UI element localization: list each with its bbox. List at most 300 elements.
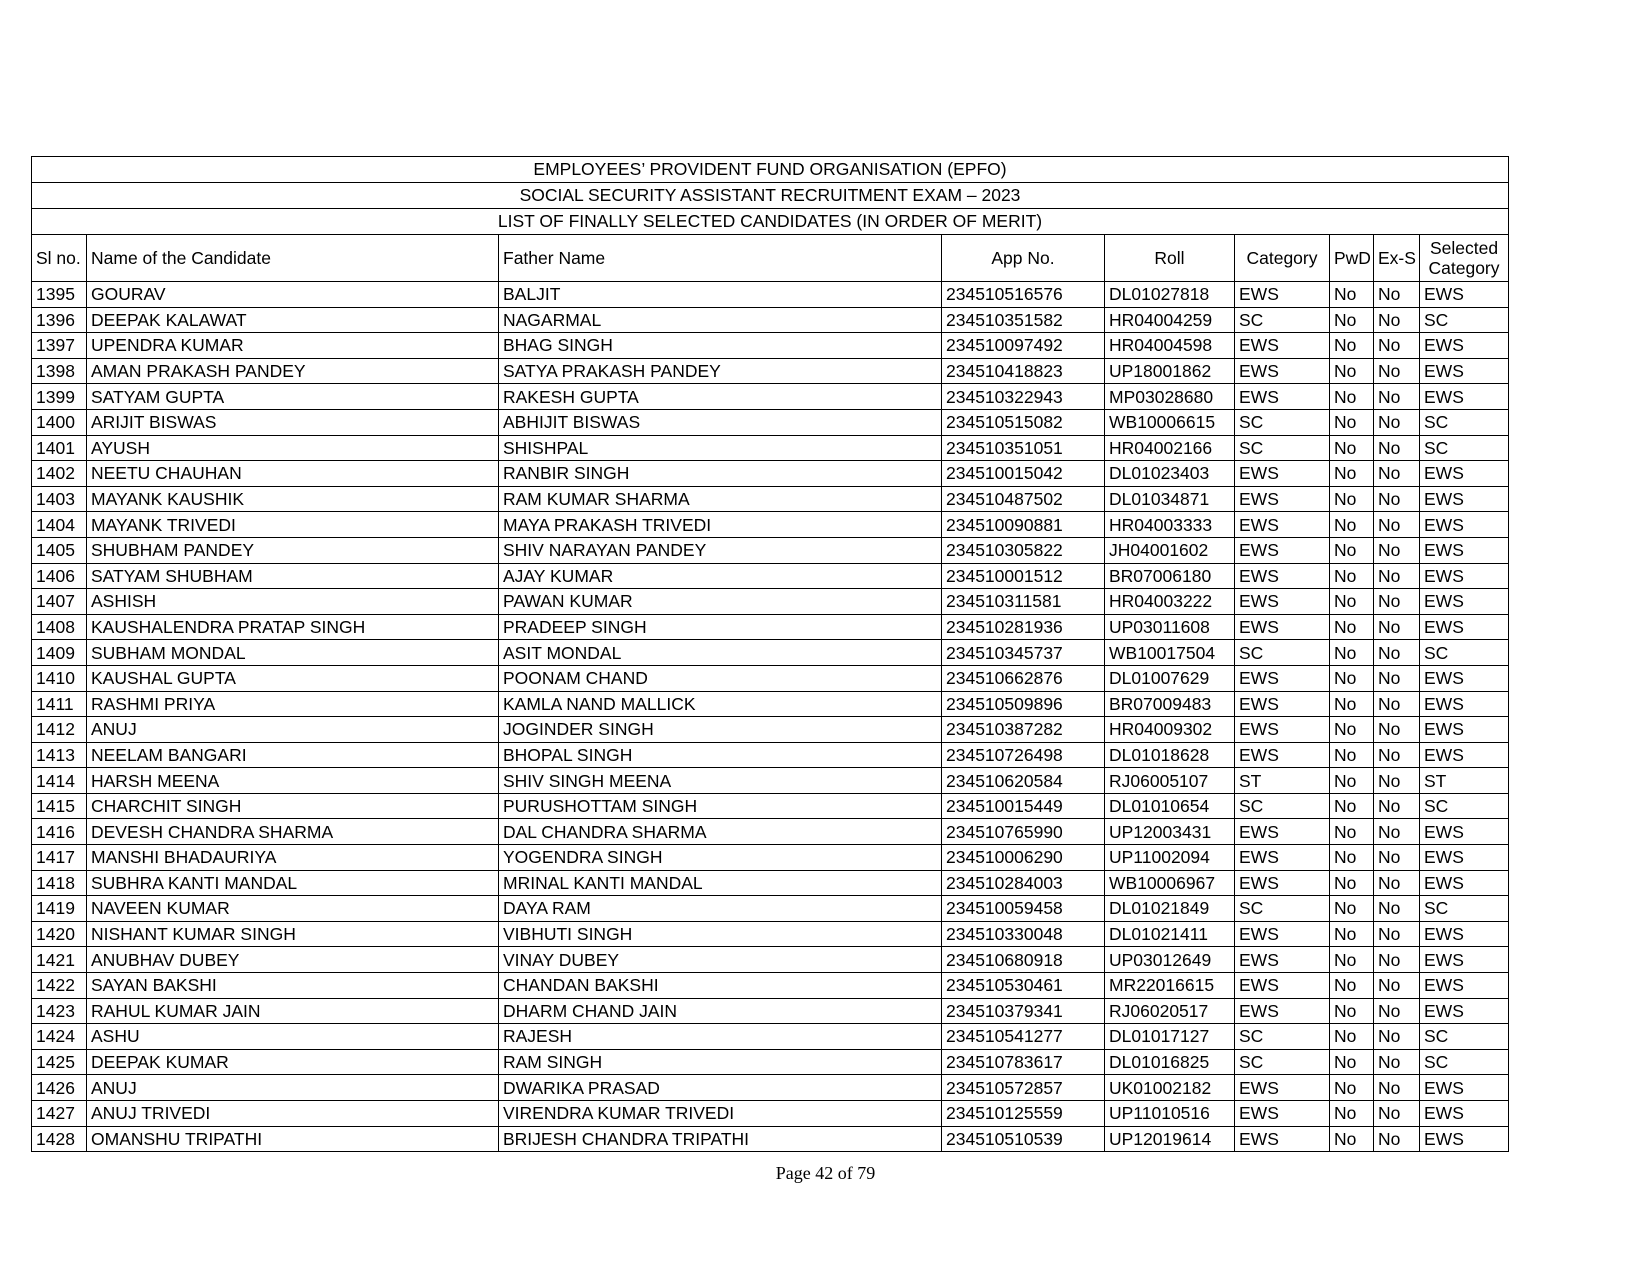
cell-father-name: MAYA PRAKASH TRIVEDI (499, 512, 942, 538)
cell-pwd: No (1330, 435, 1374, 461)
cell-pwd: No (1330, 409, 1374, 435)
cell-category: EWS (1235, 973, 1330, 999)
cell-ex-s: No (1374, 537, 1420, 563)
page-footer: Page 42 of 79 (775, 1163, 876, 1183)
cell-roll: DL01007629 (1105, 665, 1235, 691)
cell-category: EWS (1235, 358, 1330, 384)
cell-sl-no: 1427 (32, 1101, 87, 1127)
cell-candidate-name: DEEPAK KALAWAT (87, 307, 499, 333)
cell-ex-s: No (1374, 1126, 1420, 1152)
table-row (32, 819, 1509, 845)
cell-father-name: RAM KUMAR SHARMA (499, 486, 942, 512)
cell-candidate-name: NAVEEN KUMAR (87, 896, 499, 922)
cell-roll: UK01002182 (1105, 1075, 1235, 1101)
table-row (32, 307, 1509, 333)
cell-sl-no: 1398 (32, 358, 87, 384)
cell-sl-no: 1411 (32, 691, 87, 717)
cell-ex-s: No (1374, 589, 1420, 615)
cell-category: EWS (1235, 537, 1330, 563)
cell-candidate-name: KAUSHAL GUPTA (87, 665, 499, 691)
cell-app-no: 234510509896 (942, 691, 1105, 717)
cell-candidate-name: SUBHRA KANTI MANDAL (87, 870, 499, 896)
cell-selected-category: SC (1420, 1049, 1509, 1075)
cell-selected-category: EWS (1420, 563, 1509, 589)
cell-ex-s: No (1374, 282, 1420, 308)
cell-app-no: 234510515082 (942, 409, 1105, 435)
cell-ex-s: No (1374, 435, 1420, 461)
table-row (32, 563, 1509, 589)
cell-category: EWS (1235, 717, 1330, 743)
cell-candidate-name: ANUJ TRIVEDI (87, 1101, 499, 1127)
column-header-sl-no: Sl no. (32, 235, 87, 282)
cell-pwd: No (1330, 793, 1374, 819)
table-row (32, 333, 1509, 359)
cell-pwd: No (1330, 998, 1374, 1024)
cell-ex-s: No (1374, 333, 1420, 359)
cell-category: EWS (1235, 282, 1330, 308)
cell-app-no: 234510765990 (942, 819, 1105, 845)
cell-sl-no: 1397 (32, 333, 87, 359)
cell-candidate-name: SATYAM GUPTA (87, 384, 499, 410)
cell-category: ST (1235, 768, 1330, 794)
table-row (32, 384, 1509, 410)
cell-candidate-name: SATYAM SHUBHAM (87, 563, 499, 589)
cell-father-name: SHIV NARAYAN PANDEY (499, 537, 942, 563)
cell-roll: DL01021849 (1105, 896, 1235, 922)
cell-app-no: 234510487502 (942, 486, 1105, 512)
table-row (32, 947, 1509, 973)
cell-candidate-name: NEETU CHAUHAN (87, 461, 499, 487)
cell-category: EWS (1235, 921, 1330, 947)
cell-father-name: YOGENDRA SINGH (499, 845, 942, 871)
cell-pwd: No (1330, 845, 1374, 871)
cell-roll: HR04002166 (1105, 435, 1235, 461)
cell-selected-category: EWS (1420, 537, 1509, 563)
cell-candidate-name: RASHMI PRIYA (87, 691, 499, 717)
cell-sl-no: 1428 (32, 1126, 87, 1152)
cell-category: SC (1235, 409, 1330, 435)
cell-sl-no: 1402 (32, 461, 87, 487)
table-row (32, 1101, 1509, 1127)
cell-ex-s: No (1374, 307, 1420, 333)
cell-selected-category: ST (1420, 768, 1509, 794)
cell-father-name: DAL CHANDRA SHARMA (499, 819, 942, 845)
cell-father-name: RAKESH GUPTA (499, 384, 942, 410)
cell-sl-no: 1412 (32, 717, 87, 743)
cell-pwd: No (1330, 819, 1374, 845)
cell-selected-category: EWS (1420, 486, 1509, 512)
cell-pwd: No (1330, 358, 1374, 384)
table-row (32, 1126, 1509, 1152)
cell-roll: MP03028680 (1105, 384, 1235, 410)
cell-roll: HR04009302 (1105, 717, 1235, 743)
table-row (32, 358, 1509, 384)
cell-roll: WB10006967 (1105, 870, 1235, 896)
cell-selected-category: SC (1420, 307, 1509, 333)
column-header-ex-s: Ex-S (1374, 235, 1420, 282)
cell-roll: DL01034871 (1105, 486, 1235, 512)
cell-sl-no: 1421 (32, 947, 87, 973)
table-row (32, 640, 1509, 666)
cell-selected-category: EWS (1420, 742, 1509, 768)
cell-app-no: 234510726498 (942, 742, 1105, 768)
cell-roll: DL01023403 (1105, 461, 1235, 487)
cell-ex-s: No (1374, 742, 1420, 768)
cell-selected-category: EWS (1420, 973, 1509, 999)
cell-sl-no: 1424 (32, 1024, 87, 1050)
cell-category: EWS (1235, 870, 1330, 896)
cell-pwd: No (1330, 1075, 1374, 1101)
cell-candidate-name: DEVESH CHANDRA SHARMA (87, 819, 499, 845)
cell-app-no: 234510090881 (942, 512, 1105, 538)
cell-selected-category: EWS (1420, 282, 1509, 308)
column-header-roll: Roll (1105, 235, 1235, 282)
cell-father-name: AJAY KUMAR (499, 563, 942, 589)
cell-app-no: 234510311581 (942, 589, 1105, 615)
cell-ex-s: No (1374, 768, 1420, 794)
cell-ex-s: No (1374, 793, 1420, 819)
column-header-row (32, 235, 1509, 282)
cell-candidate-name: HARSH MEENA (87, 768, 499, 794)
table-row (32, 1024, 1509, 1050)
cell-selected-category: EWS (1420, 333, 1509, 359)
exam-title: SOCIAL SECURITY ASSISTANT RECRUITMENT EXAM – 2023 (32, 183, 1509, 209)
cell-selected-category: EWS (1420, 358, 1509, 384)
cell-candidate-name: ASHU (87, 1024, 499, 1050)
table-row (32, 512, 1509, 538)
table-row (32, 1075, 1509, 1101)
cell-roll: UP18001862 (1105, 358, 1235, 384)
cell-app-no: 234510305822 (942, 537, 1105, 563)
cell-candidate-name: GOURAV (87, 282, 499, 308)
cell-pwd: No (1330, 896, 1374, 922)
merit-list-table (31, 156, 1509, 1152)
cell-roll: UP12003431 (1105, 819, 1235, 845)
table-row (32, 742, 1509, 768)
cell-father-name: ABHIJIT BISWAS (499, 409, 942, 435)
cell-category: SC (1235, 793, 1330, 819)
cell-pwd: No (1330, 1024, 1374, 1050)
cell-candidate-name: UPENDRA KUMAR (87, 333, 499, 359)
cell-selected-category: SC (1420, 640, 1509, 666)
cell-category: SC (1235, 1049, 1330, 1075)
cell-father-name: BRIJESH CHANDRA TRIPATHI (499, 1126, 942, 1152)
cell-sl-no: 1426 (32, 1075, 87, 1101)
cell-category: EWS (1235, 1075, 1330, 1101)
cell-pwd: No (1330, 589, 1374, 615)
cell-sl-no: 1425 (32, 1049, 87, 1075)
cell-roll: DL01016825 (1105, 1049, 1235, 1075)
cell-pwd: No (1330, 537, 1374, 563)
cell-selected-category: SC (1420, 409, 1509, 435)
cell-ex-s: No (1374, 717, 1420, 743)
cell-pwd: No (1330, 665, 1374, 691)
cell-app-no: 234510620584 (942, 768, 1105, 794)
cell-sl-no: 1423 (32, 998, 87, 1024)
cell-category: EWS (1235, 947, 1330, 973)
table-row (32, 1049, 1509, 1075)
cell-pwd: No (1330, 947, 1374, 973)
cell-father-name: ASIT MONDAL (499, 640, 942, 666)
cell-sl-no: 1410 (32, 665, 87, 691)
cell-category: EWS (1235, 333, 1330, 359)
cell-candidate-name: ANUJ (87, 717, 499, 743)
cell-sl-no: 1419 (32, 896, 87, 922)
cell-candidate-name: MAYANK KAUSHIK (87, 486, 499, 512)
cell-sl-no: 1420 (32, 921, 87, 947)
cell-father-name: PURUSHOTTAM SINGH (499, 793, 942, 819)
cell-father-name: DWARIKA PRASAD (499, 1075, 942, 1101)
list-title-row (32, 209, 1509, 235)
cell-roll: MR22016615 (1105, 973, 1235, 999)
cell-father-name: VIBHUTI SINGH (499, 921, 942, 947)
table-row (32, 537, 1509, 563)
cell-ex-s: No (1374, 896, 1420, 922)
cell-roll: BR07009483 (1105, 691, 1235, 717)
cell-ex-s: No (1374, 512, 1420, 538)
cell-sl-no: 1403 (32, 486, 87, 512)
cell-roll: DL01017127 (1105, 1024, 1235, 1050)
cell-category: EWS (1235, 1101, 1330, 1127)
cell-category: SC (1235, 307, 1330, 333)
cell-father-name: BHAG SINGH (499, 333, 942, 359)
cell-candidate-name: DEEPAK KUMAR (87, 1049, 499, 1075)
cell-ex-s: No (1374, 947, 1420, 973)
table-row (32, 793, 1509, 819)
column-header-category: Category (1235, 235, 1330, 282)
column-header-name: Name of the Candidate (87, 235, 499, 282)
table-row (32, 896, 1509, 922)
cell-roll: WB10017504 (1105, 640, 1235, 666)
cell-selected-category: SC (1420, 1024, 1509, 1050)
cell-app-no: 234510680918 (942, 947, 1105, 973)
cell-father-name: BALJIT (499, 282, 942, 308)
cell-candidate-name: MANSHI BHADAURIYA (87, 845, 499, 871)
cell-pwd: No (1330, 563, 1374, 589)
column-header-app-no: App No. (942, 235, 1105, 282)
cell-roll: HR04004259 (1105, 307, 1235, 333)
column-header-father-name: Father Name (499, 235, 942, 282)
table-row (32, 691, 1509, 717)
cell-selected-category: EWS (1420, 870, 1509, 896)
cell-app-no: 234510001512 (942, 563, 1105, 589)
cell-selected-category: EWS (1420, 614, 1509, 640)
table-row (32, 768, 1509, 794)
cell-app-no: 234510281936 (942, 614, 1105, 640)
cell-roll: UP11002094 (1105, 845, 1235, 871)
cell-pwd: No (1330, 691, 1374, 717)
cell-father-name: VINAY DUBEY (499, 947, 942, 973)
cell-pwd: No (1330, 307, 1374, 333)
cell-category: EWS (1235, 384, 1330, 410)
org-title-row (32, 157, 1509, 183)
cell-selected-category: EWS (1420, 589, 1509, 615)
cell-pwd: No (1330, 512, 1374, 538)
cell-roll: WB10006615 (1105, 409, 1235, 435)
cell-category: SC (1235, 1024, 1330, 1050)
cell-app-no: 234510322943 (942, 384, 1105, 410)
cell-candidate-name: AMAN PRAKASH PANDEY (87, 358, 499, 384)
cell-roll: UP03011608 (1105, 614, 1235, 640)
cell-father-name: RAM SINGH (499, 1049, 942, 1075)
cell-app-no: 234510572857 (942, 1075, 1105, 1101)
cell-pwd: No (1330, 1126, 1374, 1152)
cell-app-no: 234510530461 (942, 973, 1105, 999)
cell-sl-no: 1395 (32, 282, 87, 308)
cell-pwd: No (1330, 333, 1374, 359)
cell-app-no: 234510387282 (942, 717, 1105, 743)
cell-roll: UP03012649 (1105, 947, 1235, 973)
cell-pwd: No (1330, 614, 1374, 640)
cell-category: EWS (1235, 512, 1330, 538)
cell-ex-s: No (1374, 563, 1420, 589)
cell-app-no: 234510516576 (942, 282, 1105, 308)
cell-candidate-name: ARIJIT BISWAS (87, 409, 499, 435)
cell-ex-s: No (1374, 870, 1420, 896)
cell-ex-s: No (1374, 1024, 1420, 1050)
cell-candidate-name: MAYANK TRIVEDI (87, 512, 499, 538)
cell-candidate-name: AYUSH (87, 435, 499, 461)
column-header-selected-category (1420, 235, 1509, 282)
column-header-pwd: PwD (1330, 235, 1374, 282)
cell-ex-s: No (1374, 819, 1420, 845)
cell-sl-no: 1417 (32, 845, 87, 871)
cell-candidate-name: NISHANT KUMAR SINGH (87, 921, 499, 947)
cell-selected-category: EWS (1420, 819, 1509, 845)
selected-category-line1: Selected (1429, 237, 1499, 258)
cell-app-no: 234510662876 (942, 665, 1105, 691)
cell-ex-s: No (1374, 358, 1420, 384)
cell-sl-no: 1409 (32, 640, 87, 666)
cell-ex-s: No (1374, 998, 1420, 1024)
cell-category: SC (1235, 640, 1330, 666)
cell-category: EWS (1235, 998, 1330, 1024)
cell-father-name: SATYA PRAKASH PANDEY (499, 358, 942, 384)
cell-roll: RJ06005107 (1105, 768, 1235, 794)
cell-app-no: 234510510539 (942, 1126, 1105, 1152)
cell-app-no: 234510351051 (942, 435, 1105, 461)
cell-father-name: PAWAN KUMAR (499, 589, 942, 615)
cell-candidate-name: OMANSHU TRIPATHI (87, 1126, 499, 1152)
cell-pwd: No (1330, 717, 1374, 743)
cell-category: EWS (1235, 461, 1330, 487)
cell-app-no: 234510345737 (942, 640, 1105, 666)
cell-app-no: 234510783617 (942, 1049, 1105, 1075)
cell-sl-no: 1396 (32, 307, 87, 333)
cell-pwd: No (1330, 1049, 1374, 1075)
cell-pwd: No (1330, 384, 1374, 410)
table-row (32, 717, 1509, 743)
cell-selected-category: EWS (1420, 691, 1509, 717)
cell-selected-category: EWS (1420, 717, 1509, 743)
cell-app-no: 234510059458 (942, 896, 1105, 922)
table-row (32, 998, 1509, 1024)
list-title: LIST OF FINALLY SELECTED CANDIDATES (IN ORDER OF MERIT) (32, 209, 1509, 235)
cell-ex-s: No (1374, 665, 1420, 691)
cell-app-no: 234510015042 (942, 461, 1105, 487)
merit-list-body (32, 157, 1509, 1152)
cell-candidate-name: CHARCHIT SINGH (87, 793, 499, 819)
cell-father-name: KAMLA NAND MALLICK (499, 691, 942, 717)
cell-ex-s: No (1374, 973, 1420, 999)
cell-pwd: No (1330, 921, 1374, 947)
cell-pwd: No (1330, 870, 1374, 896)
cell-pwd: No (1330, 742, 1374, 768)
cell-ex-s: No (1374, 640, 1420, 666)
cell-father-name: BHOPAL SINGH (499, 742, 942, 768)
cell-father-name: SHIV SINGH MEENA (499, 768, 942, 794)
cell-candidate-name: ASHISH (87, 589, 499, 615)
cell-father-name: RANBIR SINGH (499, 461, 942, 487)
cell-selected-category: EWS (1420, 921, 1509, 947)
merit-list-table-wrapper (31, 156, 1500, 1152)
cell-app-no: 234510015449 (942, 793, 1105, 819)
cell-sl-no: 1400 (32, 409, 87, 435)
cell-father-name: DAYA RAM (499, 896, 942, 922)
cell-father-name: DHARM CHAND JAIN (499, 998, 942, 1024)
cell-app-no: 234510351582 (942, 307, 1105, 333)
table-row (32, 435, 1509, 461)
cell-father-name: RAJESH (499, 1024, 942, 1050)
cell-sl-no: 1414 (32, 768, 87, 794)
cell-roll: BR07006180 (1105, 563, 1235, 589)
cell-selected-category: EWS (1420, 998, 1509, 1024)
cell-candidate-name: NEELAM BANGARI (87, 742, 499, 768)
table-row (32, 665, 1509, 691)
cell-candidate-name: KAUSHALENDRA PRATAP SINGH (87, 614, 499, 640)
cell-sl-no: 1401 (32, 435, 87, 461)
cell-sl-no: 1415 (32, 793, 87, 819)
cell-roll: UP11010516 (1105, 1101, 1235, 1127)
cell-selected-category: EWS (1420, 1126, 1509, 1152)
cell-app-no: 234510541277 (942, 1024, 1105, 1050)
cell-candidate-name: ANUBHAV DUBEY (87, 947, 499, 973)
cell-pwd: No (1330, 461, 1374, 487)
cell-category: EWS (1235, 665, 1330, 691)
cell-sl-no: 1422 (32, 973, 87, 999)
cell-category: EWS (1235, 819, 1330, 845)
cell-ex-s: No (1374, 384, 1420, 410)
cell-sl-no: 1406 (32, 563, 87, 589)
cell-ex-s: No (1374, 921, 1420, 947)
cell-app-no: 234510284003 (942, 870, 1105, 896)
cell-ex-s: No (1374, 486, 1420, 512)
cell-ex-s: No (1374, 461, 1420, 487)
cell-category: EWS (1235, 691, 1330, 717)
cell-app-no: 234510418823 (942, 358, 1105, 384)
cell-selected-category: EWS (1420, 1075, 1509, 1101)
cell-sl-no: 1399 (32, 384, 87, 410)
table-row (32, 845, 1509, 871)
cell-father-name: NAGARMAL (499, 307, 942, 333)
cell-roll: HR04003333 (1105, 512, 1235, 538)
cell-selected-category: EWS (1420, 512, 1509, 538)
cell-roll: JH04001602 (1105, 537, 1235, 563)
cell-ex-s: No (1374, 614, 1420, 640)
cell-candidate-name: SUBHAM MONDAL (87, 640, 499, 666)
org-title: EMPLOYEES’ PROVIDENT FUND ORGANISATION (EPFO) (32, 157, 1509, 183)
cell-selected-category: EWS (1420, 461, 1509, 487)
cell-category: EWS (1235, 742, 1330, 768)
cell-selected-category: EWS (1420, 947, 1509, 973)
cell-sl-no: 1405 (32, 537, 87, 563)
cell-app-no: 234510097492 (942, 333, 1105, 359)
cell-roll: UP12019614 (1105, 1126, 1235, 1152)
cell-selected-category: EWS (1420, 665, 1509, 691)
cell-ex-s: No (1374, 845, 1420, 871)
cell-pwd: No (1330, 640, 1374, 666)
cell-category: EWS (1235, 563, 1330, 589)
